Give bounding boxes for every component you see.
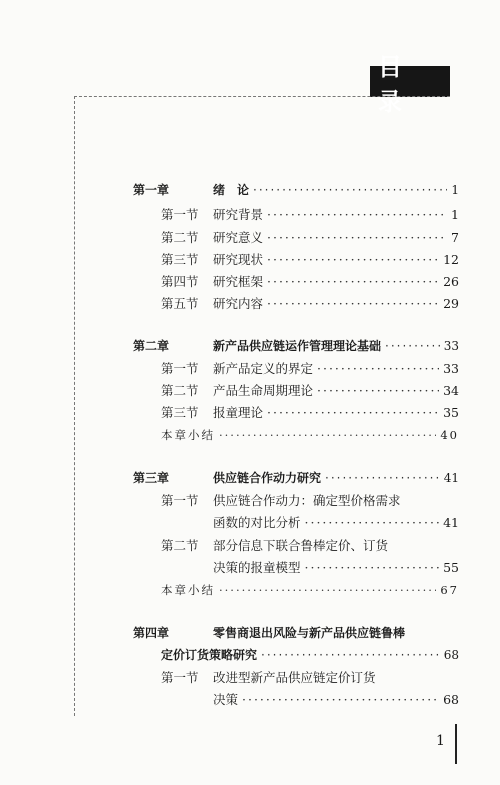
toc-section-1-1[interactable]: 第一节 研究背景 ····· 1	[161, 207, 459, 223]
toc-section-2-1[interactable]: 第一节 新产品定义的界定 ····· 33	[161, 361, 459, 377]
toc-chapter-4[interactable]: 第四章 零售商退出风险与新产品供应链鲁棒	[133, 626, 406, 640]
toc-section-1-3[interactable]: 第三节 研究现状 ····· 12	[161, 252, 459, 268]
toc-section-3-2[interactable]: 第二节 部分信息下联合鲁棒定价、订货	[161, 538, 389, 553]
toc-section-2-2[interactable]: 第二节 产品生命周期理论 ····· 34	[161, 383, 459, 399]
toc-chapter-1[interactable]: 第一章 绪 论 ····· 1	[133, 182, 459, 198]
toc-summary-3[interactable]: 本章小结 ····· 67	[161, 582, 459, 598]
toc-section-1-4[interactable]: 第四节 研究框架 ····· 26	[161, 274, 459, 290]
toc-summary-2[interactable]: 本章小结 ····· 40	[161, 427, 459, 443]
toc-chapter-3[interactable]: 第三章 供应链合作动力研究 ····· 41	[133, 470, 459, 486]
toc-section-3-1[interactable]: 第一节 供应链合作动力：确定型价格需求	[161, 493, 401, 508]
toc-section-4-1-cont[interactable]: 决策 ····· 68	[213, 692, 459, 708]
page-number: 1	[436, 733, 445, 749]
toc-section-1-2[interactable]: 第二节 研究意义 ····· 7	[161, 230, 459, 246]
toc-title: 目 录	[370, 66, 450, 97]
toc-chapter-2[interactable]: 第二章 新产品供应链运作管理理论基础 ····· 33	[133, 338, 459, 354]
toc-chapter-4-cont[interactable]: 定价订货策略研究 ····· 68	[161, 647, 459, 663]
toc-section-2-3[interactable]: 第三节 报童理论 ····· 35	[161, 405, 459, 421]
toc-section-3-2-cont[interactable]: 决策的报童模型 ····· 55	[213, 560, 459, 576]
toc-section-4-1[interactable]: 第一节 改进型新产品供应链定价订货	[161, 670, 376, 685]
page-number-rule	[455, 724, 457, 764]
toc-section-3-1-cont[interactable]: 函数的对比分析 ····· 41	[213, 515, 459, 531]
toc-section-1-5[interactable]: 第五节 研究内容 ····· 29	[161, 296, 459, 312]
